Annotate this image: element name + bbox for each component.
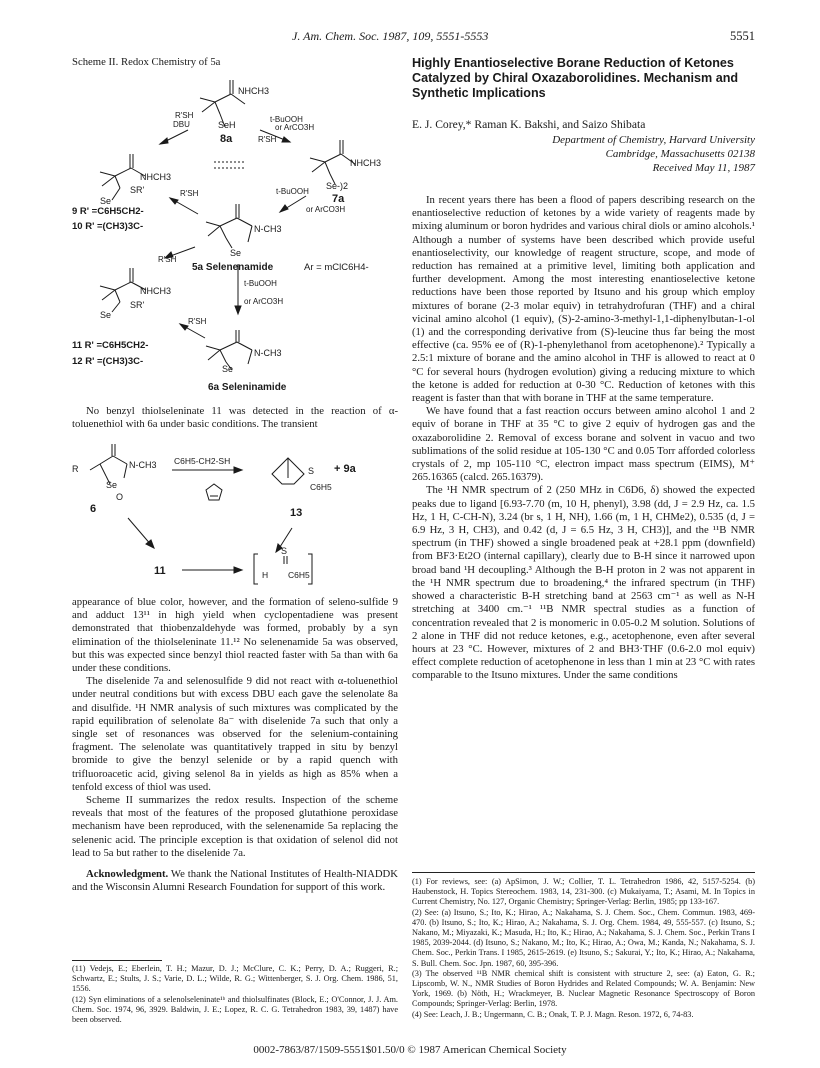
plus-9a: + 9a — [334, 463, 356, 475]
article-authors: E. J. Corey,* Raman K. Bakshi, and Saizo Shibata — [412, 118, 646, 131]
label-10: 10 R' =(CH3)3C- — [72, 221, 144, 232]
label-nhch3-7a: NHCH3 — [350, 158, 382, 168]
left-paragraph-4: Scheme II summarizes the redox results. Inspection of the scheme reveals that most of the features of the proposed glutathione peroxidase mechanism have been reproduced, with the selenenamide 5a replacing the selenenic acid. The principle exception is that oxidation of selenol did not lead to 5a but rather to the diselenide 7a. — [72, 794, 398, 859]
label-o-s2: O — [116, 492, 124, 502]
acknowledgment — [72, 868, 398, 894]
label-dbu: DBU — [173, 120, 190, 129]
label-se-5a: Se — [230, 248, 242, 258]
label-5a: 5a Selenenamide — [192, 262, 274, 273]
label-se-s2: Se — [106, 480, 118, 490]
label-sr-11: SR' — [130, 300, 145, 310]
label-arco3h-a: or ArCO3H — [275, 123, 315, 132]
right-footnotes — [412, 877, 755, 1020]
affiliation — [552, 133, 755, 175]
label-rsh-c: R'SH — [180, 189, 199, 198]
label-se-9: Se — [100, 196, 112, 206]
label-c6h5-13: C6H5 — [310, 482, 332, 492]
footnote-12: (12) Syn eliminations of a selenolseleninate¹ᵇ and thiolsulfinates (Block, E.; O'Connor, J. J. Am. Chem. Soc. 1974, 96, 3929. Baldwin, J. E.; Lopez, R. C. G. Tetrahedron 1983, 39, 1487) have been observed. — [72, 994, 398, 1025]
right-paragraph-2: We have found that a fast reaction occurs between amino alcohol 1 and 2 equiv of borane in THF at 35 °C to give 2 equiv of hydrogen gas and the oxazaborolidine 2. Removal of excess borane and solvent in vacuo and two sublimations of the solid residue at 105-130 °C and 0.05 Torr afforded colorless crystals of 2, mp 105-110 °C, electron impact mass spectrum (EIMS), M⁺ 265.16365 (calcd. 265.16379). — [412, 405, 755, 484]
thiolseleninate-scheme — [72, 438, 398, 586]
page-number: 5551 — [730, 29, 755, 43]
label-r-6: R — [72, 464, 79, 474]
right-paragraph-1: In recent years there has been a flood of papers describing research on the enantioselective reduction of ketones by a wide variety of reagents made by mixing aluminum or boron hydrides and various chiral diols or amino alcohols.¹ Although a number of systems have been described which provide useful enantioselectivity, our knowledge of reagent structure, scope, and mode of reduction has remained at a primitive level, limiting both application and further development. Among the most interesting enantioselective ketone reductions have been those reported by Itsuno and his group which employ mixtures of borane (2-3 molar equiv) in tetrahydrofuran (THF) and a chiral vicinal amino alcohol (1 equiv), (S)-2-amino-3-methyl-1,1-diphenylbutan-1-ol (1) and the corresponding derivative from (S)-leucine thus far being the most effective (ca. 95% ee of (R)-1-phenylethanol from acetophenone).² Typically a 2.5:1 mixture of borane and the amino alcohol in THF is allowed to react at 0 °C for several hours (hydrogen evolution) giving a reducing mixture to which the ketone is added for reduction at 0-30 °C. Reduction of ketones with this reagent is faster than that with borane in THF at the same temperature. — [412, 194, 755, 405]
label-13: 13 — [290, 507, 303, 519]
running-header: J. Am. Chem. Soc. 1987, 109, 5551-5553 — [292, 29, 489, 43]
label-ar: Ar = mClC6H4- — [304, 262, 369, 273]
right-column-body — [412, 194, 755, 683]
label-rsh-b: R'SH — [258, 135, 277, 144]
label-c6h5-thioald: C6H5 — [288, 570, 310, 580]
right-paragraph-3: The ¹H NMR spectrum of 2 (250 MHz in C6D6, δ) showed the expected peaks due to ligand [6.93-7.70 (m, 10 H, phenyl), 3.98 (dd, J = 2.9 Hz, ca. 1.5 Hz, 1 H, C-CH-N), 3.24 (br s, 1 H, NH), 1.66 (m, 1 H, CHMe2), 0.535 (d, J = 6.9 Hz, 3 H, CH3), and 0.42 (d, J = 6.5 Hz, 3 H, CH3)], and the ¹¹B NMR spectrum (in THF) showed a single broadened peak at +28.1 ppm (downfield) from BF3·Et2O (internal capillary), clearly due to B-H since it narrowed upon broad band ¹H decoupling.³ Although the B-H proton in 2 was not apparent in the ¹H NMR spectrum due to broadening,⁴ the infrared spectrum (in THF) showed a characteristic B-H stretching band at 2563 cm⁻¹ as well as N-H stretching at 3400 cm.⁻¹ ¹¹B NMR spectral studies as a function of concentration revealed that 2 is monomeric in 0.05-0.2 M solution. Solutions of 2 alone in THF did not reduce ketones, e.g., acetophenone, even after several hours at 23 °C. However, mixtures of 2 and BH3·THF (0.6-2.0 mol equiv) effect complete reduction of acetophenone in less than 1 min at 23 °C with rates comparable to the Itsuno mixtures. Under the same conditions — [412, 484, 755, 682]
footnote-11: (11) Vedejs, E.; Eberlein, T. H.; Mazur, D. J.; McClure, C. K.; Perry, D. A.; Ruggeri, R.; Schwartz, E.; Stults, J. S.; Varie, D. L.; Wilde, R. G.; Wittenberger, S. J. Org. Chem. 1986, 51, 1556. — [72, 964, 398, 994]
label-nch3-s2: N-CH3 — [129, 460, 157, 470]
left-footnotes — [72, 964, 398, 1025]
article-title: Highly Enantioselective Borane Reduction of Ketones Catalyzed by Chiral Oxazaborolidines. Mechanism and Synthetic Implications — [412, 56, 739, 100]
scheme-caption: Scheme II. Redox Chemistry of 5a — [72, 56, 221, 68]
label-arco3h-b: or ArCO3H — [306, 205, 346, 214]
reagent-label: C6H5-CH2-SH — [174, 456, 231, 466]
ack-title: Acknowledgment. — [86, 868, 169, 881]
label-nhch3-9: NHCH3 — [140, 172, 172, 182]
left-paragraph-3: The diselenide 7a and selenosulfide 9 did not react with α-toluenethiol under neutral conditions but with excess DBU each gave the selenolate 8a and disulfide. ¹H NMR analysis of such mixtures was complicated by the rapid equilibration of selenolate 8a⁻ with diselenide 7a such that only a single set of resonances was observed for the selenium-containing fragment. The selenolate was quantitatively trapped in situ by benzyl bromide to give the benzyl selenide or by a rapid quench with trifluoroacetic acid, giving selenol 8a in yields as high as 85% when a tenfold excess of thiol was used. — [72, 675, 398, 793]
label-nch3-6a: N-CH3 — [254, 348, 282, 358]
label-6a: 6a Seleninamide — [208, 382, 287, 393]
label-9: 9 R' =C6H5CH2- — [72, 206, 144, 217]
label-11: 11 R' =C6H5CH2- — [72, 340, 149, 351]
label-tbuooh-c: t-BuOOH — [244, 279, 277, 288]
label-se-6a: Se — [222, 364, 234, 374]
affiliation-department: Department of Chemistry, Harvard University — [552, 134, 755, 146]
footnote-1: (1) For reviews, see: (a) ApSimon, J. W.; Collier, T. L. Tetrahedron 1986, 42, 5157-5254. (b) Haubenstock, H. Topics Stereochem. 1983, 14, 231-300. (c) Mukaiyama, T.; Asami, M. In Topics in Current Chemistry, No. 127, Organic Chemistry; Springer-Verlag: Berlin, 1985; pp 133-167. — [412, 877, 755, 907]
footnote-4: (4) See: Leach, J. B.; Ungermann, C. B.; Onak, T. P. J. Magn. Reson. 1972, 6, 74-83. — [412, 1009, 694, 1019]
right-footnote-rule — [412, 872, 755, 873]
label-sr-9: SR' — [130, 185, 145, 195]
received-date: Received May 11, 1987 — [652, 162, 755, 174]
label-nch3-5a: N-CH3 — [254, 224, 282, 234]
page-footer: 0002-7863/87/1509-5551$01.50/0 © 1987 American Chemical Society — [253, 1044, 567, 1056]
label-tbuooh-a: t-BuOOH — [270, 115, 303, 124]
label-arco3h-c: or ArCO3H — [244, 297, 284, 306]
footnote-3: (3) The observed ¹¹B NMR chemical shift is consistent with structure 2, see: (a) Eaton, G. R.; Lipscomb, W. N., NMR Studies of Boron Hydrides and Related Compounds; W. A. Benjamin: New York, 1969. (b) Nöth, H.; Wrackmeyer, B. Nuclear Magnetic Resonance Spectroscopy of Boron Compounds; Springer-Verlag: Berlin, 1978. — [412, 968, 755, 1009]
ack-text: We thank the National Institutes of Health-NIADDK and the Wisconsin Alumni Research Foundation for support of this work. — [72, 868, 398, 894]
label-rsh-d: R'SH — [158, 255, 177, 264]
label-seh: SeH — [218, 120, 236, 130]
affiliation-city: Cambridge, Massachusetts 02138 — [605, 148, 755, 160]
label-h-thioald: H — [262, 570, 269, 580]
label-11-scheme: 11 — [154, 565, 166, 577]
label-nhch3-top: NHCH3 — [238, 86, 270, 96]
label-8a: 8a — [220, 133, 233, 145]
left-column-body — [72, 596, 398, 894]
left-paragraph-1: No benzyl thiolseleninate 11 was detected in the reaction of α-toluenethiol with 6a under basic conditions. The transient — [72, 405, 398, 431]
label-7a: 7a — [332, 193, 345, 205]
left-footnote-rule — [72, 960, 162, 961]
label-12: 12 R' =(CH3)3C- — [72, 356, 144, 367]
label-se-11: Se — [100, 310, 112, 320]
left-paragraph-2: appearance of blue color, however, and the formation of seleno-sulfide 9 and adduct 13¹¹ in high yield when cyclopentadiene was present demonstrated that thiobenzaldehyde was formed, probably by a syn elimination of the thiolseleninate 11.¹² No selenenamide 5a was observed, but this was expected since benzyl thiol reacted faster with 5a than with 6a under these conditions. — [72, 596, 398, 675]
scheme-ii-figure — [70, 72, 390, 393]
label-6: 6 — [90, 503, 97, 515]
label-tbuooh-b: t-BuOOH — [276, 187, 309, 196]
label-nhch3-11: NHCH3 — [140, 286, 172, 296]
label-s-thioald: S — [281, 546, 288, 556]
label-se2: Se-)2 — [326, 181, 349, 191]
label-s-13: S — [308, 466, 315, 476]
footnote-2: (2) See: (a) Itsuno, S.; Ito, K.; Hirao, A.; Nakahama, S. J. Chem. Soc., Chem. Commun. 1983, 469-470. (b) Itsuno, S.; Ito, K.; Hirao, A.; Nakahama, S. J. Org. Chem. 1984, 49, 555-557. (c) Itsuno, S.; Nakano, M.; Miyazaki, K.; Masuda, H.; Ito, K.; Hirao, A.; Nakahama, S. J. Chem. Soc., Perkin Trans I 1985, 2039-2044. (d) Itsuno, S.; Nakano, M.; Ito, K.; Hirao, A.; Owa, M.; Kanda, N.; Nakahama, S. J. Chem. Soc., Perkin Trans. I 1985, 2615-2619. (e) Itsuno, S.; Sakurai, Y.; Ito, K.; Hirao, A.; Nakahama, S. Bull. Chem. Soc. Jpn. 1987, 60, 395-396. — [412, 907, 755, 968]
label-rsh-a: R'SH — [175, 111, 194, 120]
label-rsh-e: R'SH — [188, 317, 207, 326]
